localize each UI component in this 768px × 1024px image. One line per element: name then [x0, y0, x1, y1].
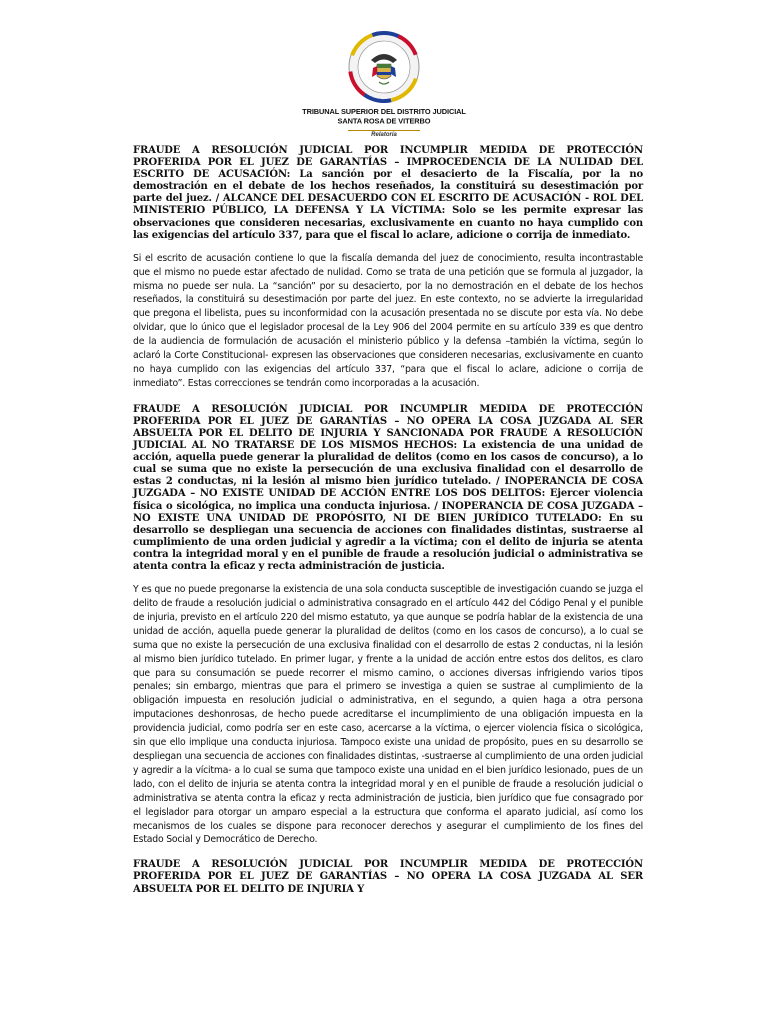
- section-heading-2: FRAUDE A RESOLUCIÓN JUDICIAL POR INCUMPLIR MEDIDA DE PROTECCIÓN PROFERIDA POR EL JUEZ DE GARANTÍAS – NO OPERA LA COSA JUZGADA AL SER ABSUELTA POR EL DELITO DE INJURIA Y SANCIONADA POR FRAUDE A RESOLUCIÓN JUDICIAL AL NO TRATARSE DE LOS MISMOS HECHOS: La existencia de una unidad de acción, aquella puede generar la pluralidad de delitos (como en los casos de concurso), a lo cual se suma que no existe la persecución de una exclusiva finalidad con el desarrollo de estas 2 conductas, ni la lesión al mismo bien jurídico tutelado. / INOPERANCIA DE COSA JUZGADA – NO EXISTE UNIDAD DE ACCIÓN ENTRE LOS DOS DELITOS: Ejercer violencia física o sicológica, no implica una conducta injuriosa. / INOPERANCIA DE COSA JUZGADA – NO EXISTE UNA UNIDAD DE PROPÓSITO, NI DE BIEN JURÍDICO TUTELADO: En su desarrollo se despliegan una secuencia de acciones con finalidades distintas, sustraerse al cumplimiento de una orden judicial y agredir a la víctima; con el delito de injuria se atenta contra la integridad moral y en el punible de fraude a resolución judicial o administrativa se atenta contra la eficaz y recta administración de justicia.: [133, 403, 643, 573]
- section-paragraph-2: Y es que no puede pregonarse la existencia de una sola conducta susceptible de investigación cuando se juzga el delito de fraude a resolución judicial o administrativa consagrado en el artículo 442 del Código Penal y el punible de injuria, previsto en el artículo 220 del mismo estatuto, ya que aunque se podría hablar de la existencia de una unidad de acción, aquella puede generar la pluralidad de delitos (como en los casos de concurso), a lo cual se suma que no existe la persecución de una exclusiva finalidad con el desarrollo de estas 2 conductas, ni la lesión al mismo bien jurídico tutelado. En primer lugar, y frente a la unidad de acción entre estos dos delitos, es claro que para su consumación se puede recorrer el mismo camino, o acciones diversas infrigiendo varios tipos penales; sin embargo, mientras que para el primero se investiga a quien se sustrae al cumplimiento de la obligación impuesta en resolución judicial o administrativa, en el segundo, a quien haga a otra persona imputaciones deshonrosas, de hecho puede acreditarse el incumplimiento de una obligación impuesta en la providencia judicial, como podría ser en este caso, acercarse a la víctima, o ejercer violencia física o sicológica, sin que ello implique una conducta injuriosa. Tampoco existe una unidad de propósito, pues en su desarrollo se despliegan una secuencia de acciones con finalidades distintas, -sustraerse al cumplimiento de una orden judicial y agredir a la vícitma- a lo cual se suma que tampoco existe una unidad en el bien jurídico lesionado, pues de un lado, con el delito de injuria se atenta contra la integridad moral y en el punible de fraude a resolución judicial o administrativa se atenta contra la eficaz y recta administración de justicia, bien jurídico que fue consagrado por el legislador para otorgar un amparo especial a la estructura que conforma el aparato judicial, así como los mecanismos de los cuales se dispone para reconocer derechos y asegurar el cumplimiento de los fines del Estado Social y Democrático de Derecho.: [133, 584, 643, 846]
- court-name: [0, 107, 768, 126]
- court-line-1: TRIBUNAL SUPERIOR DEL DISTRITO JUDICIAL: [302, 106, 466, 116]
- divider: [348, 130, 420, 131]
- section-heading-1: FRAUDE A RESOLUCIÓN JUDICIAL POR INCUMPLIR MEDIDA DE PROTECCIÓN PROFERIDA POR EL JUEZ DE GARANTÍAS – IMPROCEDENCIA DE LA NULIDAD DEL ESCRITO DE ACUSACIÓN: La sanción por el desacierto de la Fiscalía, por la no demostración en el debate de los hechos reseñados, la constituirá su desestimación por parte del juez. / ALCANCE DEL DESACUERDO CON EL ESCRITO DE ACUSACIÓN - ROL DEL MINISTERIO PÚBLICO, LA DEFENSA Y LA VÍCTIMA: Solo se les permite expresar las observaciones que consideren necesarias, exclusivamente en cuanto no haya cumplido con las exigencias del artículo 337, para que el fiscal lo aclare, adicione o corrija de inmediato.: [133, 145, 643, 241]
- section-paragraph-1: Si el escrito de acusación contiene lo que la fiscalía demanda del juez de conocimiento, resulta incontrastable que el mismo no puede estar afectado de nulidad. Como se trata de una petición que se formula al juzgador, la misma no puede ser nula. La “sanción” por su desacierto, por la no demostración en el debate de los hechos reseñados, la constituirá su desestimación por parte del juez. En este contexto, no se advierte la irregularidad que pregona el libelista, pues su inconformidad con la acusación presentada no se discute por esta vía. No debe olvidar, que lo único que el legislador procesal de la Ley 906 del 2004 permite en su artículo 339 es que dentro de la audiencia de formulación de acusación el ministerio público y la defensa –también la víctima, según lo aclaró la Corte Constitucional- expresen las observaciones que consideren necesarias, exclusivamente en cuanto no haya cumplido con las exigencias del artículo 337, “para que el fiscal lo aclare, adicione o corrija de inmediato”. Estas correcciones se tendrán como incorporadas a la acusación.: [133, 252, 643, 389]
- rama-judicial-seal-icon: [347, 30, 421, 104]
- relatoria-label: Relatoría: [371, 132, 397, 138]
- section-heading-3: FRAUDE A RESOLUCIÓN JUDICIAL POR INCUMPLIR MEDIDA DE PROTECCIÓN PROFERIDA POR EL JUEZ DE GARANTÍAS – NO OPERA LA COSA JUZGADA AL SER ABSUELTA POR EL DELITO DE INJURIA Y: [133, 859, 643, 895]
- document-body: [133, 145, 643, 896]
- document-header: [0, 30, 768, 138]
- court-line-2: SANTA ROSA DE VITERBO: [337, 116, 431, 126]
